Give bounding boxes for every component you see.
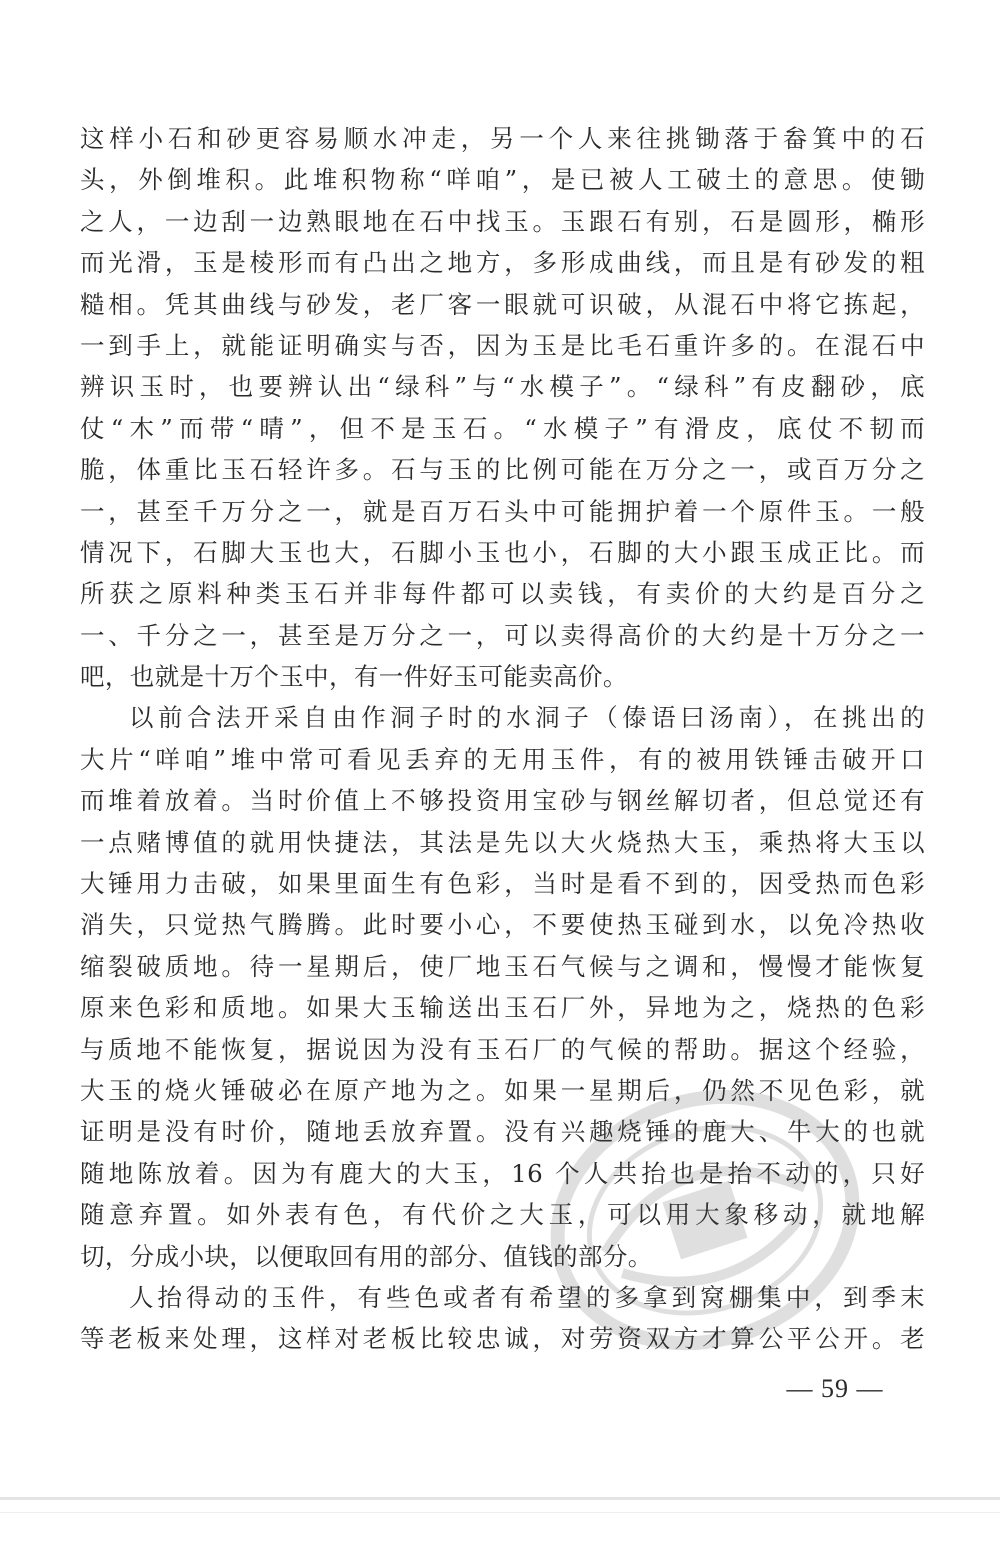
text-line: 而光滑，玉是棱形而有凸出之地方，多形成曲线，而且是有砂发的粗 — [80, 248, 925, 278]
text-line: 随意弃置。如外表有色，有代价之大玉，可以用大象移动，就地解 — [80, 1200, 925, 1230]
text-line: 头，外倒堆积。此堆积物称“咩咱”，是已被人工破土的意思。使锄 — [80, 165, 925, 195]
text-line: 之人，一边刮一边熟眼地在石中找玉。玉跟石有别，石是圆形，椭形 — [80, 206, 925, 236]
text-line: 原来色彩和质地。如果大玉输送出玉石厂外，异地为之，烧热的色彩 — [80, 993, 925, 1023]
text-line: 这样小石和砂更容易顺水冲走，另一个人来往挑锄落于畚箕中的石 — [80, 124, 925, 153]
text-line: 所获之原料种类玉石并非每件都可以卖钱，有卖价的大约是百分之 — [80, 579, 925, 609]
text-line: 脆，体重比玉石轻许多。石与玉的比例可能在万分之一，或百万分之 — [80, 455, 925, 485]
paragraph-2 — [80, 697, 925, 1276]
text-line: 一、千分之一，甚至是万分之一，可以卖得高价的大约是十万分之一 — [80, 620, 925, 650]
text-line: 与质地不能恢复，据说因为没有玉石厂的气候的帮助。据这个经验， — [80, 1034, 925, 1064]
text-line: 吧，也就是十万个玉中，有一件好玉可能卖高价。 — [80, 662, 628, 692]
page-number: — 59 — — [786, 1374, 884, 1403]
bottom-edge-line-secondary — [0, 1512, 1000, 1513]
text-line: 随地陈放着。因为有鹿大的大玉，16 个人共抬也是抬不动的，只好 — [80, 1158, 925, 1188]
text-line: 以前合法开采自由作洞子时的水洞子（傣语曰汤南），在挑出的 — [129, 703, 925, 733]
text-line: 一点赌博值的就用快捷法，其法是先以大火烧热大玉，乘热将大玉以 — [80, 827, 925, 857]
text-line: 情况下，石脚大玉也大，石脚小玉也小，石脚的大小跟玉成正比。而 — [80, 537, 925, 567]
text-line: 糙相。凭其曲线与砂发，老厂客一眼就可识破，从混石中将它拣起， — [80, 289, 925, 319]
text-line: 一到手上，就能证明确实与否，因为玉是比毛石重许多的。在混石中 — [80, 330, 925, 360]
body-text — [80, 118, 925, 1360]
text-line: 大片“咩咱”堆中常可看见丢弃的无用玉件，有的被用铁锤击破开口 — [80, 744, 925, 774]
paragraph-3 — [80, 1277, 925, 1360]
paragraph-1 — [80, 118, 925, 697]
text-line: 缩裂破质地。待一星期后，使厂地玉石气候与之调和，慢慢才能恢复 — [80, 951, 925, 981]
text-line: 等老板来处理，这样对老板比较忠诚，对劳资双方才算公平公开。老 — [80, 1324, 925, 1354]
text-line: 一，甚至千万分之一，就是百万石头中可能拥护着一个原件玉。一般 — [80, 496, 925, 526]
text-line: 证明是没有时价，随地丢放弃置。没有兴趣烧锤的鹿大、牛大的也就 — [80, 1117, 925, 1147]
text-line: 大锤用力击破，如果里面生有色彩，当时是看不到的，因受热而色彩 — [80, 869, 925, 899]
text-line: 消失，只觉热气腾腾。此时要小心，不要使热玉碰到水，以免冷热收 — [80, 910, 925, 940]
text-line: 仗“木”而带“晴”，但不是玉石。“水模子”有滑皮，底仗不韧而 — [80, 413, 925, 443]
text-line: 大玉的烧火锤破必在原产地为之。如果一星期后，仍然不见色彩，就 — [80, 1075, 925, 1105]
text-line: 辨识玉时，也要辨认出“绿科”与“水模子”。“绿科”有皮翻砂，底 — [80, 372, 925, 402]
text-line: 而堆着放着。当时价值上不够投资用宝砂与钢丝解切者，但总觉还有 — [80, 786, 925, 816]
bottom-edge-line — [0, 1497, 1000, 1500]
text-line: 切，分成小块，以便取回有用的部分、值钱的部分。 — [80, 1241, 653, 1271]
text-line: 人抬得动的玉件，有些色或者有希望的多拿到窝棚集中，到季末 — [129, 1282, 925, 1312]
